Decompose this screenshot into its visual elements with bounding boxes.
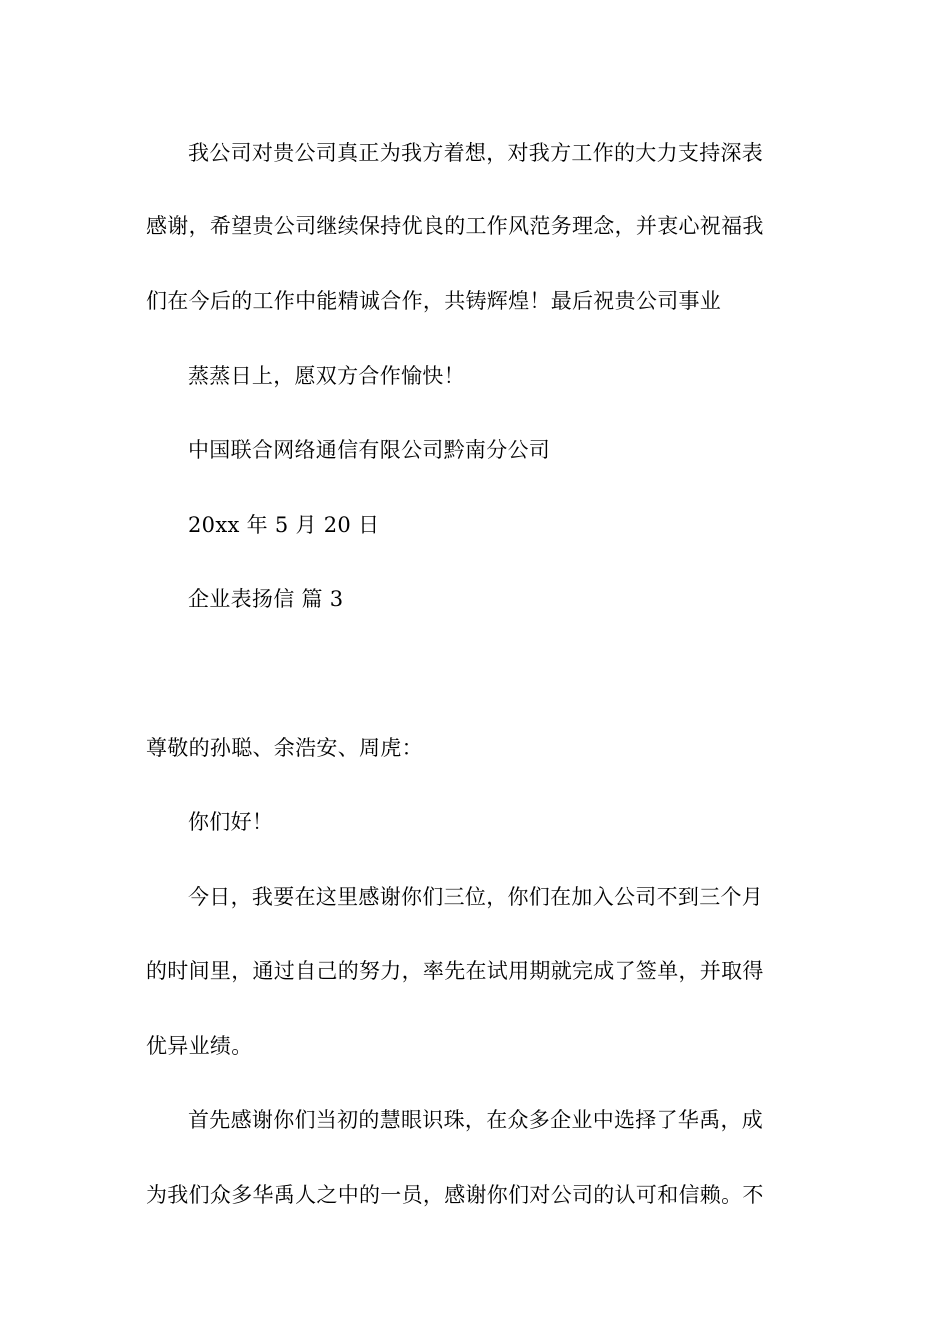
paragraph-line: 今日，我要在这里感谢你们三位，你们在加入公司不到三个月: [188, 885, 764, 909]
salutation: 尊敬的孙聪、余浩安、周虎：: [146, 736, 423, 760]
section-heading: 企业表扬信 篇 3: [188, 587, 344, 611]
paragraph-line: 们在今后的工作中能精诚合作，共铸辉煌！最后祝贵公司事业: [146, 289, 722, 313]
paragraph-line: 为我们众多华禹人之中的一员，感谢你们对公司的认可和信赖。不: [146, 1183, 764, 1207]
paragraph-line: 的时间里，通过自己的努力，率先在试用期就完成了签单，并取得: [146, 959, 764, 983]
paragraph-line: 首先感谢你们当初的慧眼识珠，在众多企业中选择了华禹，成: [188, 1108, 764, 1132]
signature-date: 20xx 年 5 月 20 日: [188, 513, 380, 537]
signature-company: 中国联合网络通信有限公司黔南分公司: [188, 438, 551, 462]
paragraph-line: 优异业绩。: [146, 1034, 253, 1058]
paragraph-line: 蒸蒸日上，愿双方合作愉快！: [188, 364, 465, 388]
greeting: 你们好！: [188, 810, 274, 834]
paragraph-line: 我公司对贵公司真正为我方着想，对我方工作的大力支持深表: [188, 141, 764, 165]
paragraph-line: 感谢，希望贵公司继续保持优良的工作风范务理念，并衷心祝福我: [146, 214, 764, 238]
